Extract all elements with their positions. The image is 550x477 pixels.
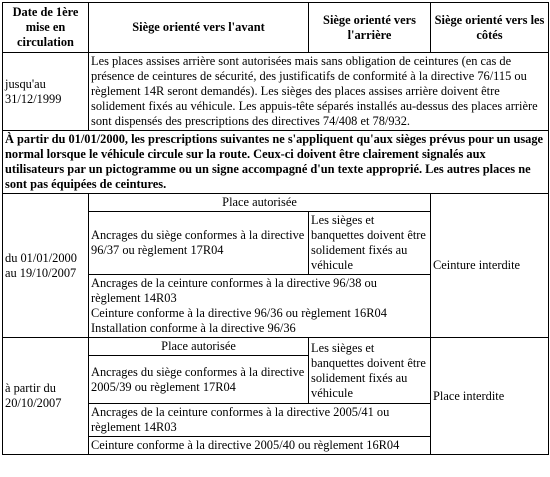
regulation-table bbox=[2, 2, 549, 455]
header-forward: Siège orienté vers l'avant bbox=[89, 3, 309, 53]
header-date: Date de 1ère mise en circulation bbox=[3, 3, 89, 53]
period2-installation: Installation conforme à la directive 96/36 bbox=[91, 321, 296, 335]
period1-date: jusqu'au 31/12/1999 bbox=[3, 53, 89, 131]
header-row bbox=[3, 3, 549, 53]
period3-forbidden: Place interdite bbox=[431, 338, 549, 455]
notice-text: À partir du 01/01/2000, les prescriptions suivantes ne s'appliquent qu'aux sièges prévus pour un usage normal lorsque le véhicule circule sur la route. Ceux-ci doivent être clairement signalés aux utilisateurs par un pictogramme ou un signe accompagné d'un texte approprié. Les autres places ne sont pas équipées de ceintures. bbox=[3, 131, 549, 194]
period1-row bbox=[3, 53, 549, 131]
period2-authorized: Place autorisée bbox=[89, 194, 431, 212]
period2-belt-anchorages: Ancrages de la ceinture conformes à la directive 96/38 ou règlement 14R03 bbox=[91, 276, 377, 305]
header-rearward: Siège orienté vers l'arrière bbox=[309, 3, 431, 53]
header-sideways: Siège orienté vers les côtés bbox=[431, 3, 549, 53]
period1-text: Les places assises arrière sont autorisées mais sans obligation de ceintures (en cas de présence de ceintures de sécurité, des justificatifs de conformité à la directive 76/115 ou règlement 14R seront demandés). Les sièges des places assises arrière doivent être solidement fixés au véhicule. Les appuis-tête séparés installés au-dessus des places arrière sont dispensés des prescriptions des directives 74/408 et 78/932. bbox=[89, 53, 549, 131]
period2-belt-cell bbox=[89, 275, 431, 338]
period2-forbidden: Ceinture interdite bbox=[431, 194, 549, 338]
period3-fixed: Les sièges et banquettes doivent être solidement fixés au véhicule bbox=[309, 338, 431, 404]
period2-date: du 01/01/2000 au 19/10/2007 bbox=[3, 194, 89, 338]
period3-belt: Ceinture conforme à la directive 2005/40 ou règlement 16R04 bbox=[89, 437, 431, 455]
period3-date: à partir du 20/10/2007 bbox=[3, 338, 89, 455]
period2-row-1 bbox=[3, 194, 549, 212]
period2-belt: Ceinture conforme à la directive 96/36 ou règlement 16R04 bbox=[91, 306, 387, 320]
period2-anchorages: Ancrages du siège conformes à la directive 96/37 ou règlement 17R04 bbox=[89, 212, 309, 275]
notice-row bbox=[3, 131, 549, 194]
period3-belt-anchorages: Ancrages de la ceinture conformes à la directive 2005/41 ou règlement 14R03 bbox=[89, 404, 431, 437]
period3-anchorages: Ancrages du siège conformes à la directive 2005/39 ou règlement 17R04 bbox=[89, 356, 309, 404]
period3-row-1 bbox=[3, 338, 549, 356]
period2-fixed: Les sièges et banquettes doivent être solidement fixés au véhicule bbox=[309, 212, 431, 275]
period3-authorized: Place autorisée bbox=[89, 338, 309, 356]
